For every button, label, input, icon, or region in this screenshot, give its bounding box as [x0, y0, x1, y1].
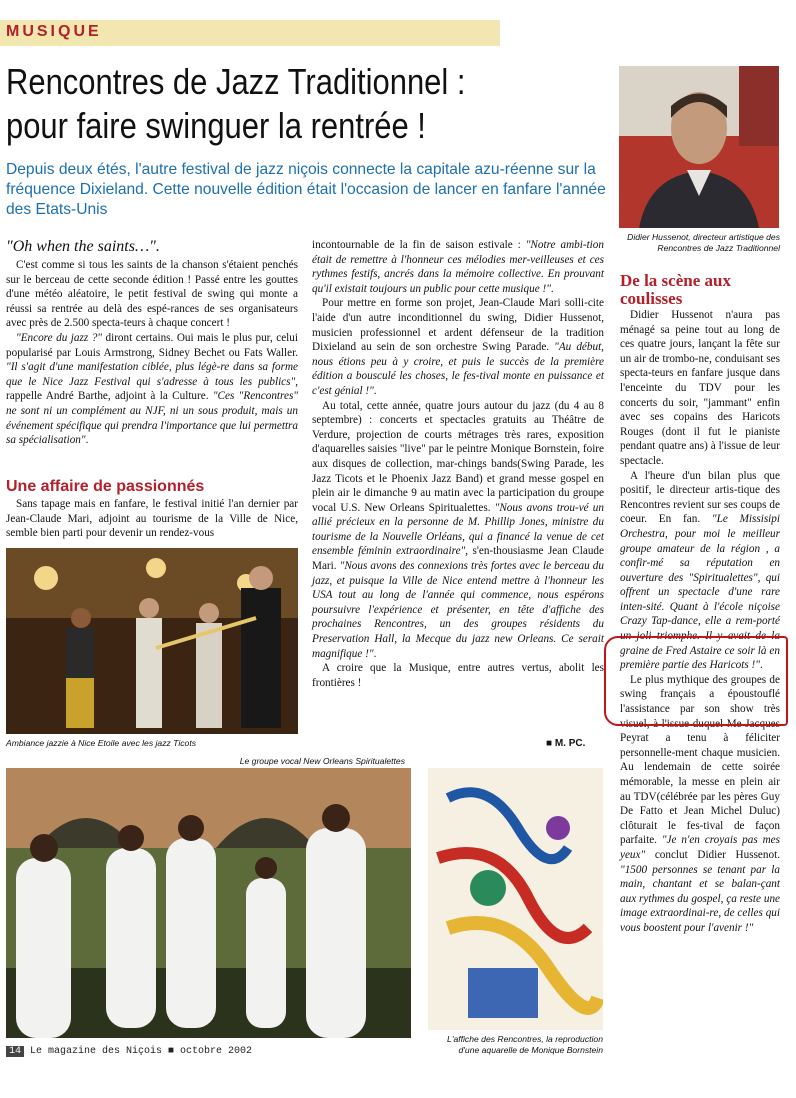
col2-paragraph-1: incontournable de la fin de saison estivale : "Notre ambi-tion était de remettre à l'honneur ces mélodies mer-veilleuses et ces rythmes festifs, ancrés dans la mémoire collective. En prouvant qu'il existait toujours un public pour cette musique !". — [312, 239, 604, 295]
jazz-photo-caption: Ambiance jazzie à Nice Etoile avec les jazz Ticots — [6, 738, 197, 748]
author-signature: ■ M. PC. — [546, 738, 586, 749]
column-1-body — [6, 258, 298, 448]
poster-caption: L'affiche des Rencontres, la reproduction d'une aquarelle de Monique Bornstein — [447, 1034, 603, 1055]
col1-paragraph-3: Sans tapage mais en fanfare, le festival initié l'an dernier par Jean-Claude Mari, adjoint au tourisme de la Ville de Nice, semble bien parti pour devenir un rendez-vous — [6, 498, 298, 540]
footer-magazine: Le magazine des Niçois ■ octobre 2002 — [30, 1046, 253, 1057]
jazz-band-photo — [6, 548, 298, 734]
portrait-photo — [619, 66, 779, 228]
festival-poster-artwork — [428, 768, 603, 1030]
col2-paragraph-2: Pour mettre en forme son projet, Jean-Claude Mari solli-cite l'aide d'un autre inconditionnel du swing, Didier Hussenot, musicien professionnel et ardent défenseur de la tradition Dixieland au sein de son orchestre Swing Parade. "Au début, nous étions peu à y croire, et puis le succès de la première édition a bousculé les choses, le fes-tival monte en puissance et c'est génial !". — [312, 297, 604, 397]
col3-paragraph-2: A l'heure d'un bilan plus que positif, le directeur artis-tique des Rencontres revient sur ses coups de coeur. En fan. "Le Missisipi Orchestra, pour moi le meilleur groupe amateur de la région , a confir-mé sa réputation en ouverture des "Spiritualettes", qui offrent un spectacle d'une rare inten-sité. Quant à l'école niçoise Crazy Tap-dance, elle a rem-porté un joli triomphe. Il y avait de la graine de Fred Astaire ce soir là en première partie des Haricots !". — [620, 469, 780, 672]
page-number: 14 — [6, 1046, 24, 1057]
col2-paragraph-3: Au total, cette année, quatre jours autour du jazz (du 4 au 8 septembre) : concerts et spectacles gratuits au Théâtre de Verdure, projection de courts métrages très rares, exposition d'aquarelles saisies "live" par le peintre Monique Bornstein, foire aux disques de collection, mar-chings bands(Swing Parade, les Jazz Ticots et le Phoenix Jazz Band) et grand messe gospel en plein air le dimanche 9 au matin avec la participation du groupe vocal U.S. New Orleans Spiritualettes. "Nous avons trou-vé un allié précieux en la personne de M. Phillip Jones, ministre du tourisme de la Nouvelle Orléans, qui a financé la venue de cet ensemble féminin extraordinaire", s'en-thousiasme Jean Claude Mari. "Nous avons des connexions très fortes avec le berceau du jazz, et puisque la Ville de Nice entend mettre à l'honneur les USA tout au long de l'année qui commence, nous espérons poursuivre l'expérience et présenter, en tête d'affiche des prochaines Rencontres, un des groupes résidents du Preservation Hall, la Mecque du jazz new Orleans. Ce serait magnifique !". — [312, 399, 604, 660]
column-3-body — [620, 308, 780, 936]
jazz-band-illustration — [6, 548, 298, 734]
headline-line-1: Rencontres de Jazz Traditionnel : — [6, 61, 466, 102]
headline-line-2: pour faire swinguer la rentrée ! — [6, 105, 426, 146]
quote-heading: "Oh when the saints…". — [6, 238, 160, 255]
page-footer — [6, 1046, 252, 1057]
col2-paragraph-4: A croire que la Musique, entre autres vertus, abolit les frontières ! — [312, 662, 604, 689]
gospel-photo-caption: Le groupe vocal New Orleans Spiritualettes — [239, 756, 405, 766]
col1-paragraph-1: C'est comme si tous les saints de la chanson s'étaient penchés sur le berceau de cette seconde édition ! Passé entre les gouttes d'une météo aléatoire, le petit festival de swing qui monte a réussi sa rentrée au delà des espé-rances de ses organisateurs avec près de 2.500 specta-teurs à chaque concert ! — [6, 259, 298, 330]
gospel-group-illustration — [6, 768, 411, 1038]
deck-intro: Depuis deux étés, l'autre festival de jazz niçois connecte la capitale azu-réenne sur la fréquence Dixieland. Cette nouvelle édition était l'occasion de lancer en fanfare l'année des Etats-Unis — [6, 161, 606, 218]
headline — [6, 60, 535, 148]
column-2-body — [312, 238, 604, 690]
subheading-passionnes: Une affaire de passionnés — [6, 478, 205, 495]
handwritten-red-brace — [604, 636, 788, 726]
subheading-coulisses: De la scène aux coulisses — [620, 271, 731, 308]
poster-illustration — [428, 768, 603, 1030]
column-1-body-2 — [6, 497, 298, 541]
gospel-group-photo — [6, 768, 411, 1038]
section-label: MUSIQUE — [6, 23, 102, 40]
col3-paragraph-3: Le plus mythique des groupes de swing français a époustouflé l'assistance par son show très visuel, à l'issue duquel Me Jacques Peyrat a tenu à féliciter personnelle-ment chaque musicien. Au lendemain de cette soirée mémorable, la messe en plein air au TDV(célébrée par les pères Guy De Fatto et Jean Michel Duluc) clôturait le fes-tival de façon parfaite. "Je n'en croyais pas mes yeux" conclut Didier Hussenot. "1500 personnes se tenant par la main, chantant et se balan-çant aux rythmes du gospel, ça reste une image extraordinai-re, de celles qui vous boostent pour l'avenir !" — [620, 673, 780, 934]
col1-paragraph-2: "Encore du jazz ?" diront certains. Oui mais le plus pur, celui popularisé par Louis Armstrong, Sidney Bechet ou Fats Waller. "Il s'agit d'une manifestation ciblée, plus légè-re dans sa forme que le Nice Jazz Festival qui s'adresse à tous les publics", rappelle André Barthe, adjoint à la Culture. "Ces "Rencontres" ne sont ni un complément au NJF, ni un sous produit, mais un événement spécifique qui prendra l'importance que lui permettra sa spécialisation". — [6, 331, 298, 447]
portrait-illustration — [619, 66, 779, 228]
portrait-caption: Didier Hussenot, directeur artistique des Rencontres de Jazz Traditionnel — [627, 232, 780, 253]
col3-paragraph-1: Didier Hussenot n'aura pas ménagé sa peine tout au long de ces quatre jours, lançant la fête sur un air de trombo-ne, conduisant ses specta-teurs en fanfare jusque dans l'enceinte du TDV pour les concerts du soir, "jammant" enfin avec ses copains des Haricots Rouges (dont il fut le pianiste pendant quatre ans) à l'issue de leur spectacle. — [620, 309, 780, 467]
